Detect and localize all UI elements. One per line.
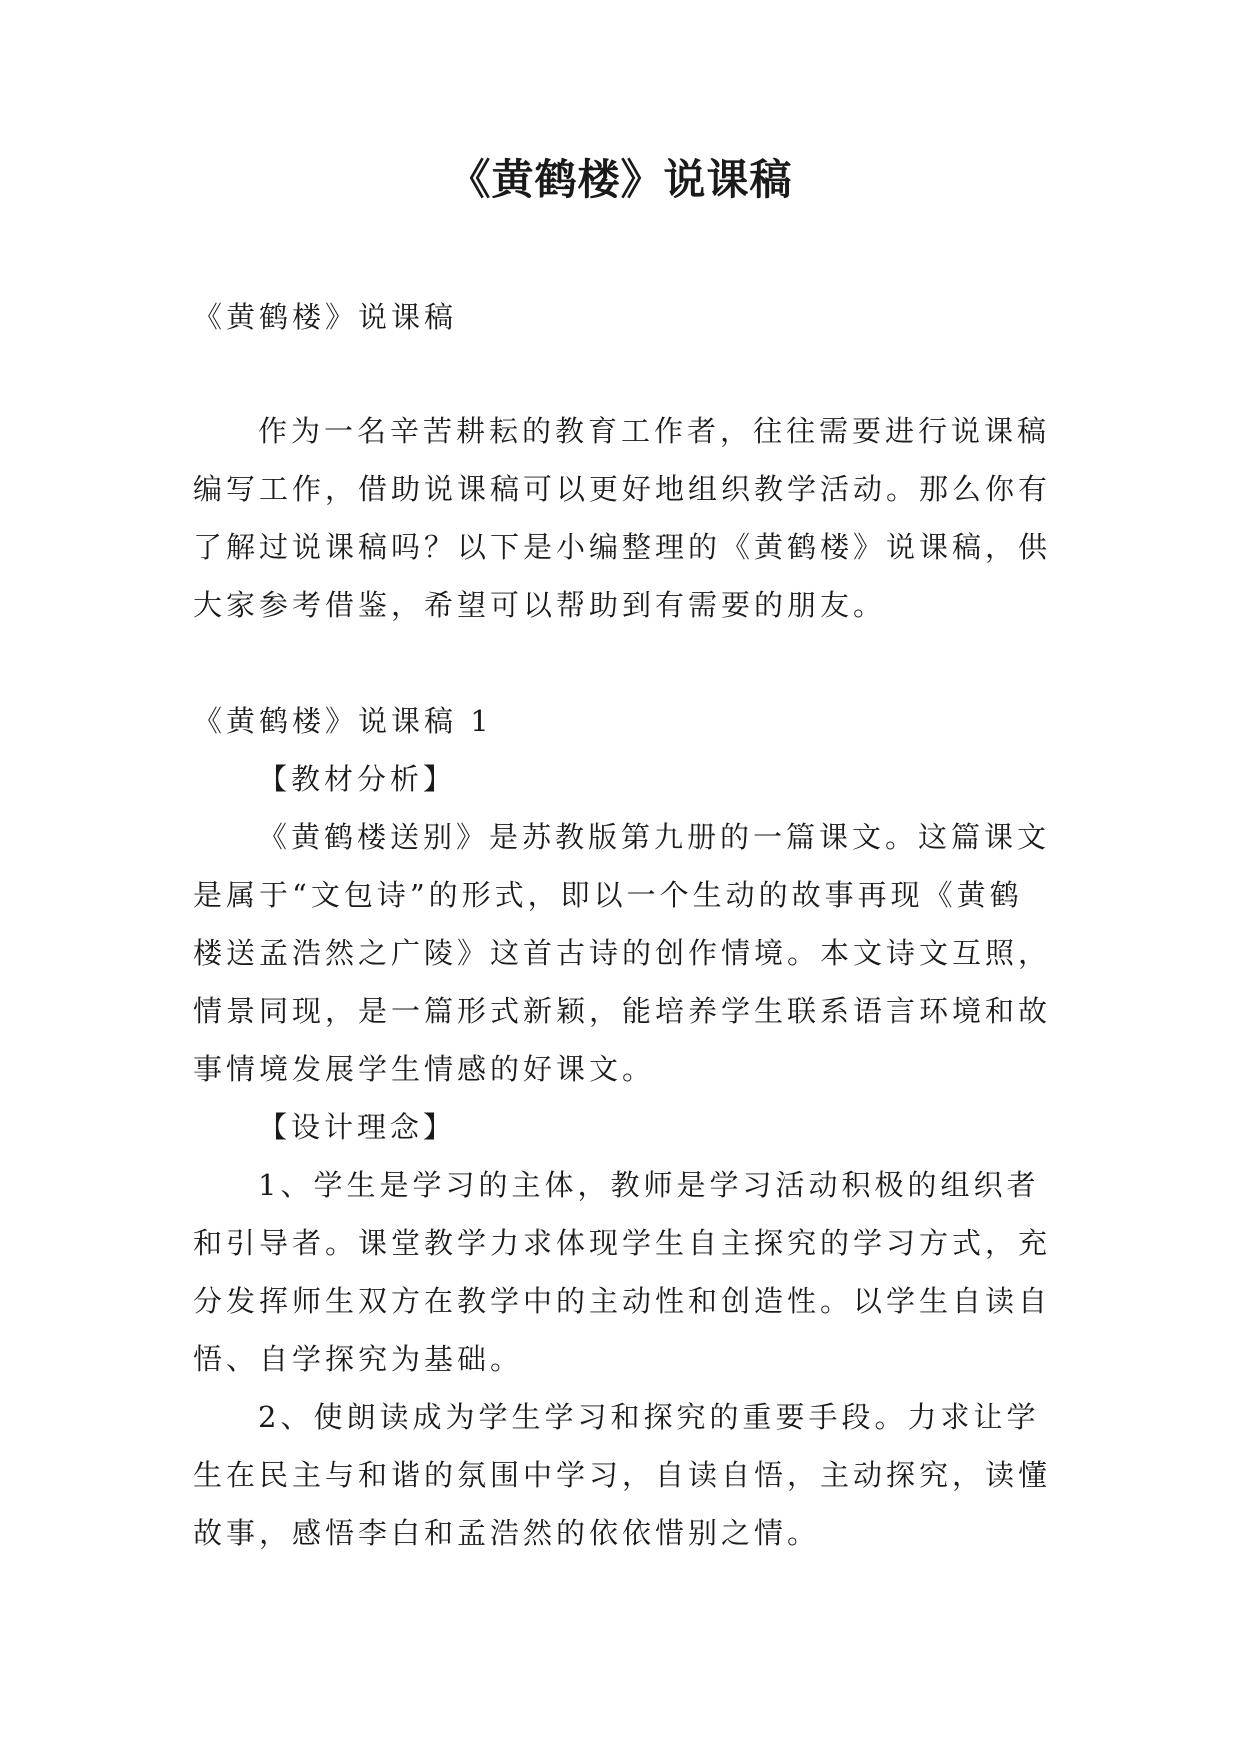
analysis-line-1: 《黄鹤楼送别》是苏教版第九册的一篇课文。这篇课文 [258,820,1051,854]
analysis-heading: 【教材分析】 [258,762,457,796]
concept1-line-1: 1、学生是学习的主体，教师是学习活动积极的组织者 [258,1168,1040,1202]
intro-line-2: 编写工作，借助说课稿可以更好地组织教学活动。那么你有 [193,472,1052,506]
document-subtitle: 《黄鹤楼》说课稿 [193,300,458,334]
concept1-line-2: 和引导者。课堂教学力求体现学生自主探究的学习方式，充 [193,1226,1052,1260]
concept2-line-3: 故事，感悟李白和孟浩然的依依惜别之情。 [193,1516,821,1550]
intro-line-3: 了解过说课稿吗？以下是小编整理的《黄鹤楼》说课稿，供 [193,530,1052,564]
concept1-line-4: 悟、自学探究为基础。 [193,1342,524,1376]
analysis-line-2: 是属于“文包诗”的形式，即以一个生动的故事再现《黄鹤 [193,878,1023,912]
concept1-line-3: 分发挥师生双方在教学中的主动性和创造性。以学生自读自 [193,1284,1052,1318]
concept2-line-2: 生在民主与和谐的氛围中学习，自读自悟，主动探究，读懂 [193,1458,1052,1492]
intro-line-1: 作为一名辛苦耕耘的教育工作者，往往需要进行说课稿 [258,414,1051,448]
intro-line-4: 大家参考借鉴，希望可以帮助到有需要的朋友。 [193,588,887,622]
concept2-line-1: 2、使朗读成为学生学习和探究的重要手段。力求让学 [258,1400,1040,1434]
analysis-line-4: 情景同现，是一篇形式新颖，能培养学生联系语言环境和故 [193,994,1052,1028]
section-heading: 《黄鹤楼》说课稿 1 [193,704,493,738]
analysis-line-5: 事情境发展学生情感的好课文。 [193,1052,656,1086]
analysis-line-3: 楼送孟浩然之广陵》这首古诗的创作情境。本文诗文互照， [193,936,1052,970]
document-title: 《黄鹤楼》说课稿 [448,155,793,204]
concept-heading: 【设计理念】 [258,1110,457,1144]
